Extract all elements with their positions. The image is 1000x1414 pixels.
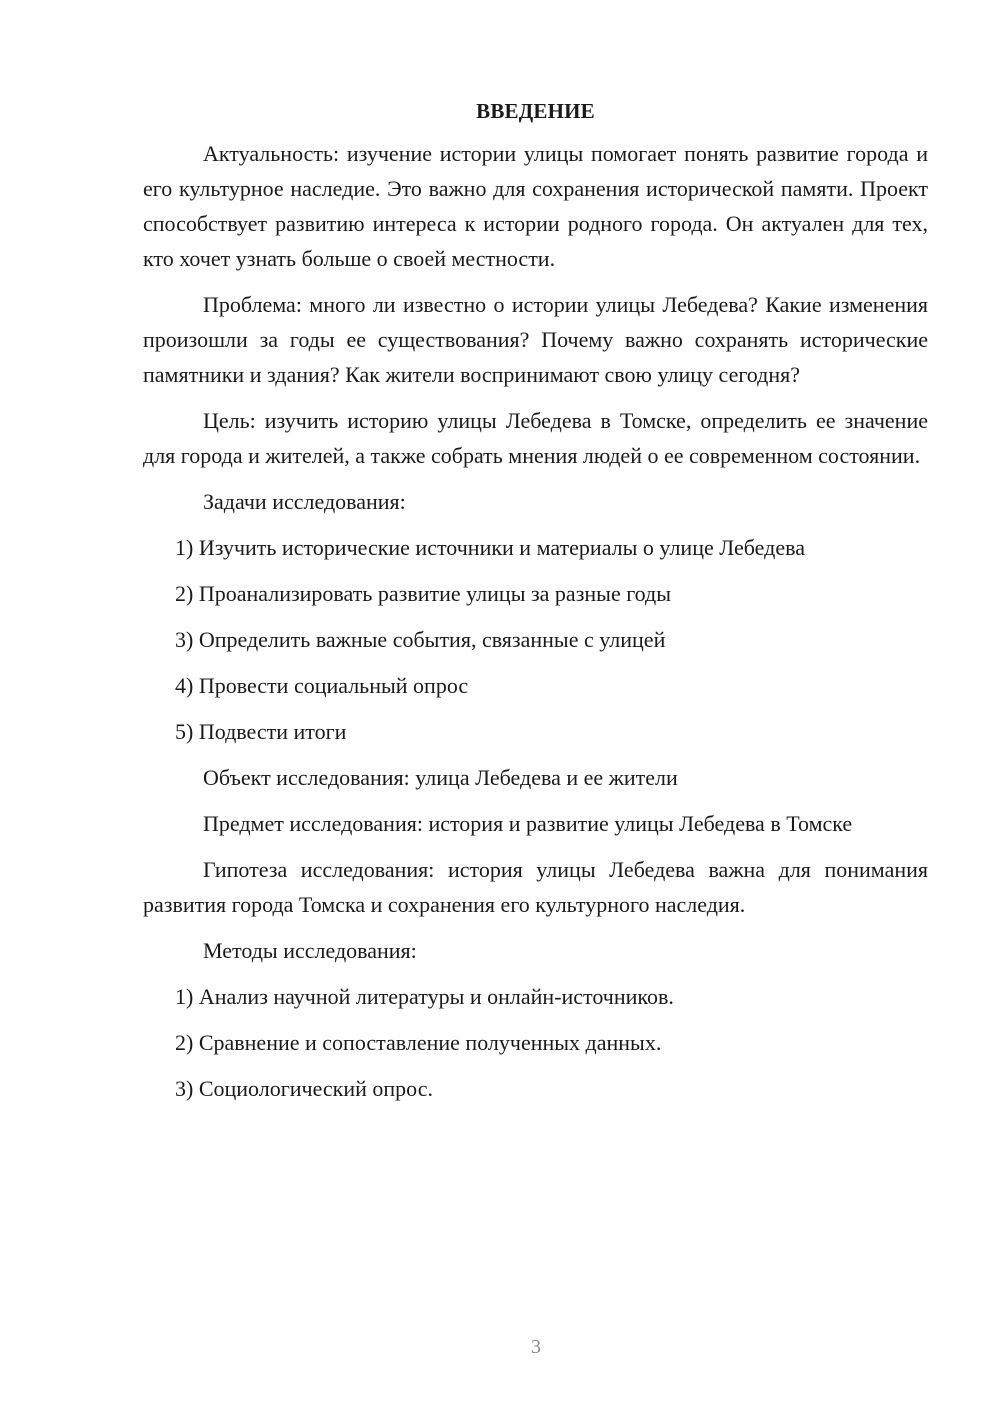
page-content bbox=[143, 96, 928, 1117]
tasks-list bbox=[143, 530, 928, 749]
tasks-heading: Задачи исследования: bbox=[203, 489, 406, 514]
methods-list bbox=[143, 979, 928, 1106]
goal-paragraph: Цель: изучить историю улицы Лебедева в Томске, определить ее значение для города и жителей, а также собрать мнения людей о ее современном состоянии. bbox=[143, 408, 928, 468]
page-number: 3 bbox=[531, 1336, 541, 1358]
list-item: 2) Сравнение и сопоставление полученных данных. bbox=[175, 1030, 662, 1055]
subject-paragraph: Предмет исследования: история и развитие улицы Лебедева в Томске bbox=[203, 811, 853, 836]
list-item: 4) Провести социальный опрос bbox=[175, 673, 469, 698]
list-item: 2) Проанализировать развитие улицы за разные годы bbox=[175, 581, 672, 606]
relevance-paragraph: Актуальность: изучение истории улицы помогает понять развитие города и его культурное наследие. Это важно для сохранения исторической памяти. Проект способствует развитию интереса к истории родного города. Он актуален для тех, кто хочет узнать больше о своей местности. bbox=[143, 141, 928, 271]
problem-paragraph: Проблема: много ли известно о истории улицы Лебедева? Какие изменения произошли за годы ее существования? Почему важно сохранять исторические памятники и здания? Как жители воспринимают свою улицу сегодня? bbox=[143, 292, 928, 387]
list-item: 1) Анализ научной литературы и онлайн-источников. bbox=[175, 984, 674, 1009]
object-paragraph: Объект исследования: улица Лебедева и ее жители bbox=[203, 765, 678, 790]
list-item: 3) Определить важные события, связанные с улицей bbox=[175, 627, 666, 652]
page-title: ВВЕДЕНИЕ bbox=[476, 99, 595, 123]
methods-heading: Методы исследования: bbox=[203, 938, 417, 963]
hypothesis-paragraph: Гипотеза исследования: история улицы Лебедева важна для понимания развития города Томска и сохранения его культурного наследия. bbox=[143, 857, 928, 917]
list-item: 3) Социологический опрос. bbox=[175, 1076, 433, 1101]
list-item: 5) Подвести итоги bbox=[175, 719, 347, 744]
list-item: 1) Изучить исторические источники и материалы о улице Лебедева bbox=[175, 535, 805, 560]
